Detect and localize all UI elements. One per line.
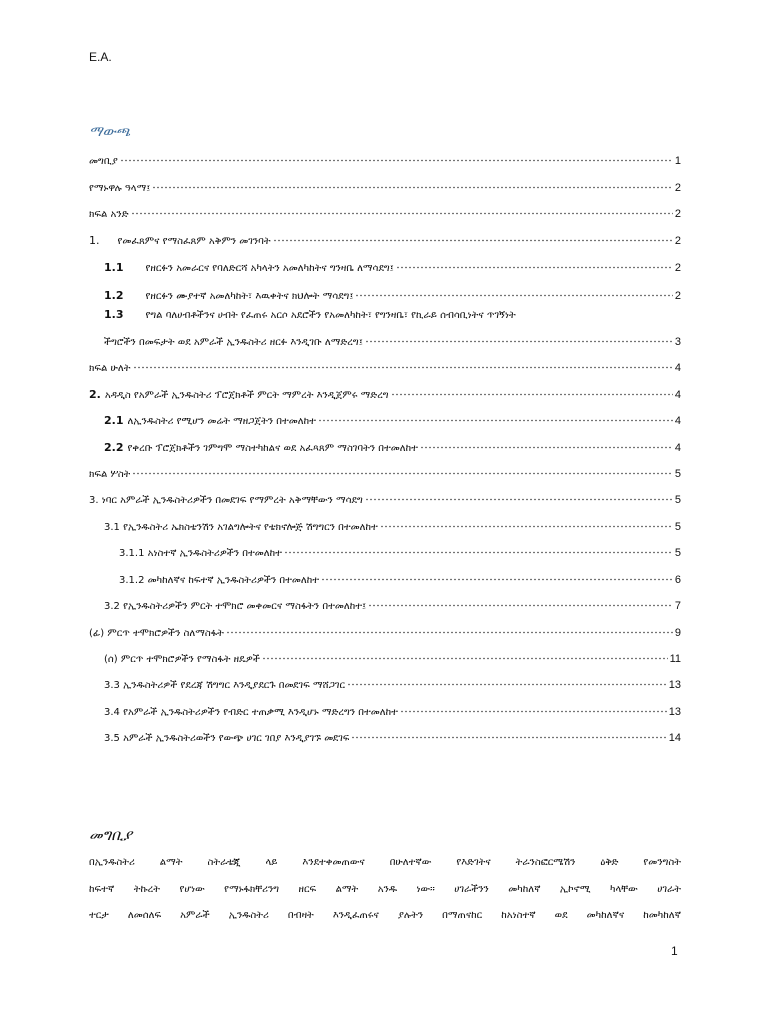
toc-title: ማውጫ [89, 124, 131, 140]
toc-entry[interactable]: 3.1.2 መካከለኛና ከፍተኛ ኢንዱስትሪዎችን በተመለከተ 6 [119, 567, 681, 583]
intro-body-line: በኢንዱስትሪ ልማት ስትራቴጂ ላይ እንደተቀመጠውና በሁለተኛው የእድገትና ትራንስፎርሜሽን ዕቅድ የመንግስት [89, 857, 681, 868]
toc-entry[interactable]: 3.1 የኢንዱስትሪ ኤክስቴንሽን አገልግሎትና የቴክኖሎጅ ሽግግርን በተመለከተ 5 [104, 514, 681, 530]
toc-entry[interactable]: 1. የመፈጸምና የማስፈጸም አቅምን መገንባት 2 [89, 228, 681, 244]
intro-heading: መግቢያ [89, 826, 133, 844]
toc-entry[interactable]: 3.3 ኢንዱስትሪዎች የደረጃ ሽግግር እንዲያደርጉ በመደገፍ ማሸጋገር 13 [104, 672, 681, 688]
author-initials: E.A. [89, 50, 112, 64]
intro-body-line: ከፍተኛ ትኩረት የሆነው የማኑፋክቸሪንግ ዘርፍ ልማት አንዱ ነው። ሀገራችንን መካከለኛ ኢኮኖሚ ካላቸው ሀገራት [89, 884, 681, 895]
toc-entry[interactable]: 1.2 የዘርፉን ሙያተኛ አመለካከት፣ እዉቀትና ክህሎት ማሳደግ፤ 2 [104, 283, 681, 299]
intro-body-line: ተርታ ለመሰለፍ አምራች ኢንዱስትሪ በብዛት እንዲፈጠሩና ያሉትን በማጠናከር ከአነስተኛ ወደ መካከለኛና ከመካከለኛ [89, 910, 681, 921]
toc-entry[interactable]: ችግሮችን በመፍታት ወደ አምራች ኢንዱስትሪ ዘርፉ እንዲገቡ ለማድረግ፤ 3 [104, 329, 681, 345]
toc-entry[interactable]: መግቢያ 1 [89, 148, 681, 164]
toc-entry[interactable]: 3.4 የአምራች ኢንዱስትሪዎችን የብድር ተጠቃሚ እንዲሆኑ ማድረግን በተመለከተ 13 [104, 699, 681, 715]
toc-entry[interactable]: ክፍል ሁለት 4 [89, 355, 681, 371]
page-number: 1 [671, 944, 678, 958]
toc-entry[interactable]: ክፍል አንድ 2 [89, 201, 681, 217]
toc-entry[interactable]: 1.1 የዘርፉን አመራርና የባለድርሻ አካላትን አመለካከትና ግንዛቤ ለማሳደግ፤ 2 [104, 255, 681, 271]
toc-entry[interactable]: 1.3 የግል ባለሀብቶችንና ሀብት የፈጠሩ አርሶ አደሮችን የአመለካከት፣ የግንዛቤ፣ የኪራይ ሰብሳቢነትና ጥገኝነት [104, 308, 516, 321]
toc-entry[interactable]: 2.2 የቀረቡ ፕሮጀክቶችን ገምግሞ ማስተካከልና ወደ አፈጻጸም ማስገባትን በተመለከተ 4 [104, 435, 681, 451]
toc-entry[interactable]: 3.2 የኢንዱስትሪዎችን ምርት ተሞክሮ መቀመርና ማስፋትን በተመለከተ፤ 7 [104, 593, 681, 609]
toc-entry[interactable]: 2. አዳዲስ የአምራች ኢንዱስትሪ ፕሮጀክቶች ምርት ማምረት እንዲጀምሩ ማድረግ 4 [89, 382, 681, 398]
toc-entry[interactable]: 3.5 አምራች ኢንዱስትሪወችን የውጭ ሀገር ገበያ እንዲያገኙ መደገፍ 14 [104, 725, 681, 741]
toc-entry[interactable]: የማኑዋሉ ዓላማ፤ 2 [89, 175, 681, 191]
toc-entry[interactable]: (ሰ) ምርጥ ተሞክሮዎችን የማስፋት ዘዴዎች 11 [104, 646, 681, 662]
toc-entry[interactable]: 3. ነባር አምራች ኢንዱስትሪዎችን በመደገፍ የማምረት አቅማቸውን ማሳደግ 5 [89, 487, 681, 503]
toc-entry[interactable]: 3.1.1 አነስተኛ ኢንዱስትሪዎችን በተመለከተ 5 [119, 540, 681, 556]
toc-entry[interactable]: (ፊ) ምርጥ ተሞክሮዎችን ስለማስፋት 9 [89, 620, 681, 636]
toc-entry[interactable]: ክፍል ሦስት 5 [89, 461, 681, 477]
toc-entry[interactable]: 2.1 ለኢንዱስትሪ የሚሆን መሬት ማዘጋጀትን በተመለከተ 4 [104, 408, 681, 424]
